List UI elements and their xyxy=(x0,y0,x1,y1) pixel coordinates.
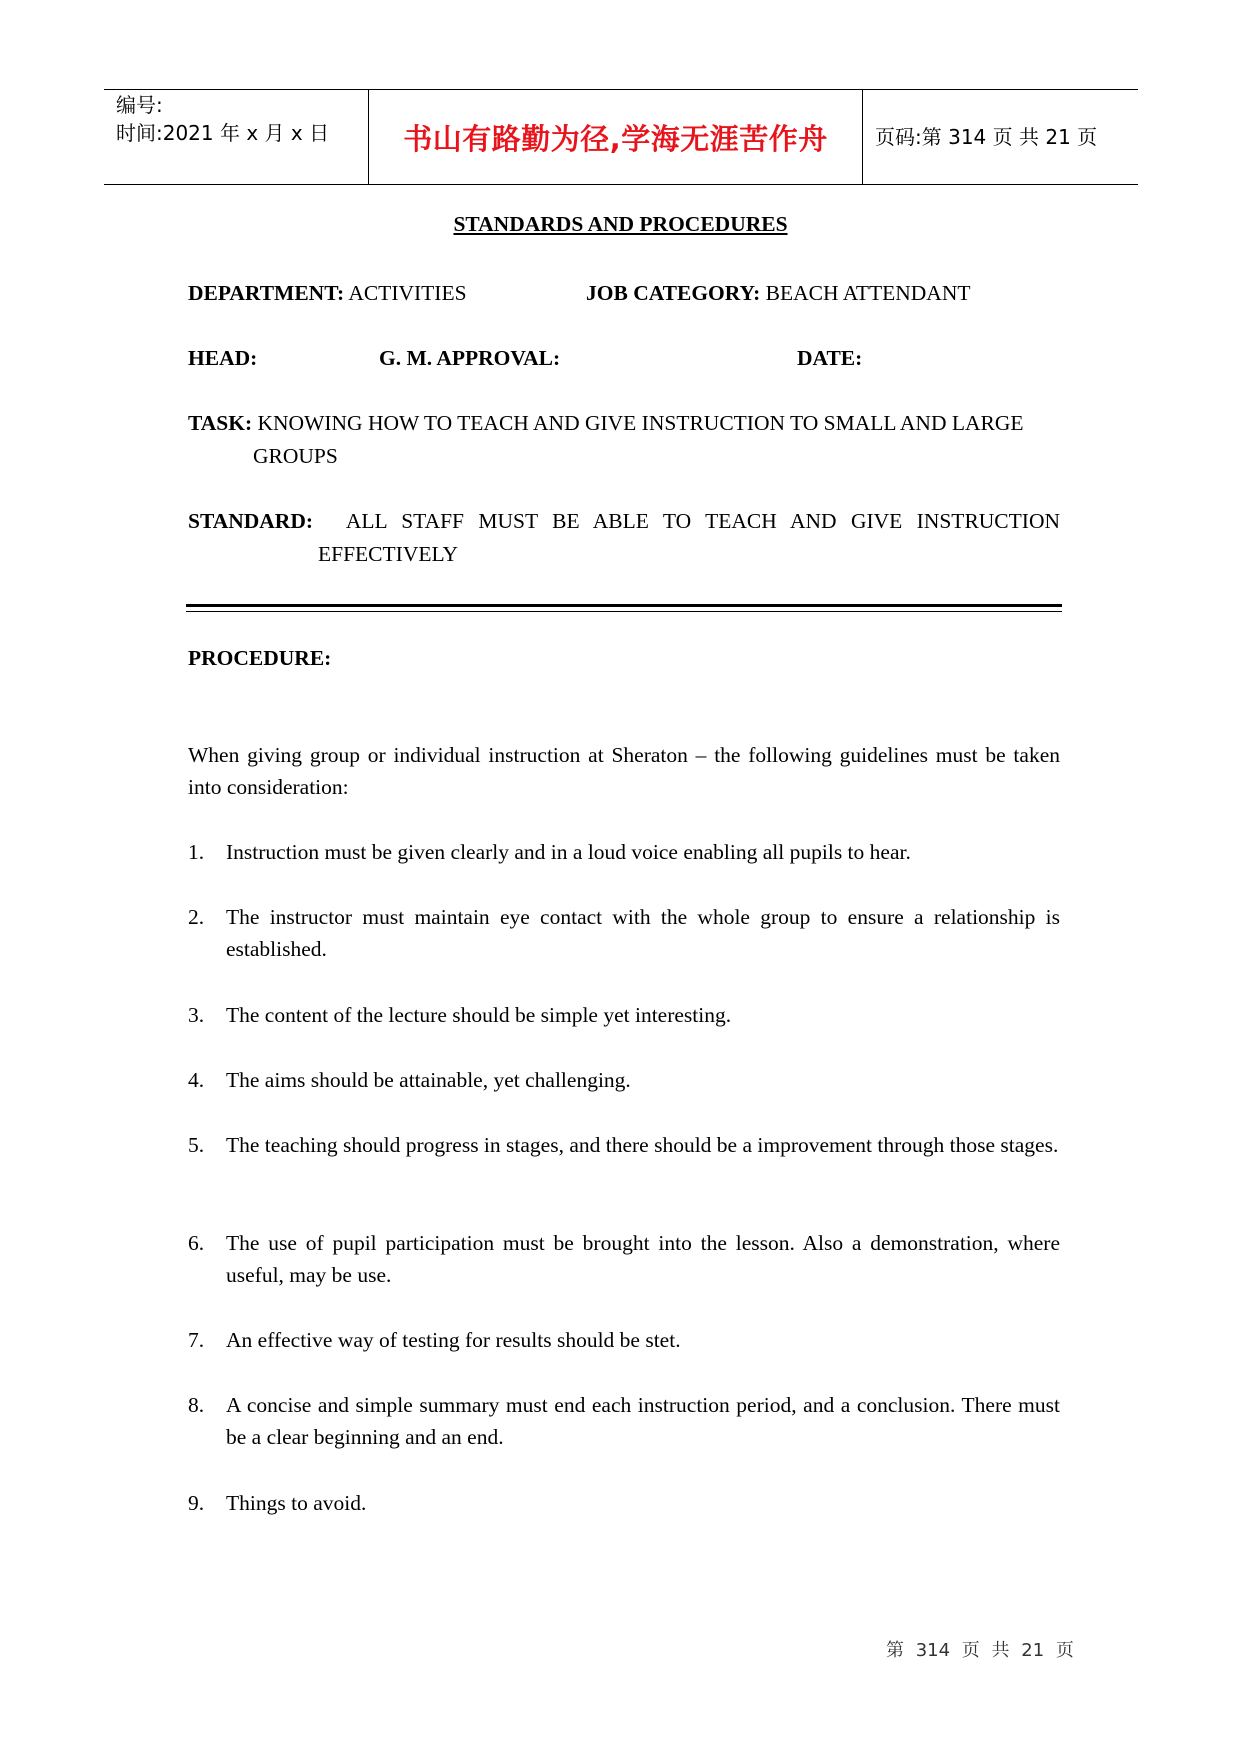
task-text-line2: GROUPS xyxy=(253,444,338,468)
divider-thick xyxy=(186,604,1062,607)
department-value: ACTIVITIES xyxy=(348,281,467,305)
standard-text-line1: ALL STAFF MUST BE ABLE TO TEACH AND GIVE INSTRUCTION xyxy=(345,509,1060,533)
list-item-number: 9. xyxy=(188,1491,205,1515)
date-label: DATE: xyxy=(797,346,863,370)
procedure-label: PROCEDURE: xyxy=(188,646,332,670)
list-item-number: 4. xyxy=(188,1068,205,1092)
list-item-text: The teaching should progress in stages, and there should be a improvement through those stages. xyxy=(226,1133,1059,1157)
header-table xyxy=(104,89,1138,185)
list-item-text: Instruction must be given clearly and in a loud voice enabling all pupils to hear. xyxy=(226,840,911,864)
header-left-cell xyxy=(104,90,369,184)
gm-approval-label: G. M. APPROVAL: xyxy=(379,346,561,370)
task-text-line1: KNOWING HOW TO TEACH AND GIVE INSTRUCTION TO SMALL AND LARGE xyxy=(257,411,1024,435)
page-footer: 第 314 页 共 21 页 xyxy=(886,1640,1074,1661)
header-page-cell xyxy=(863,90,1138,184)
list-item-number: 8. xyxy=(188,1393,205,1417)
job-category-row xyxy=(586,277,970,309)
standard-text-line2: EFFECTIVELY xyxy=(318,542,458,566)
list-item-text: An effective way of testing for results should be stet. xyxy=(226,1328,681,1352)
job-category-label: JOB CATEGORY: xyxy=(586,281,761,305)
motto-text: 书山有路勤为径,学海无涯苦作舟 xyxy=(403,121,828,156)
list-item-text: Things to avoid. xyxy=(226,1491,367,1515)
standard-line1 xyxy=(188,505,1060,537)
list-item-number: 3. xyxy=(188,1003,205,1027)
list-item-text: The aims should be attainable, yet challenging. xyxy=(226,1068,631,1092)
list-item-text: A concise and simple summary must end each instruction period, and a conclusion. There must be a clear beginning and an end. xyxy=(226,1393,1060,1449)
department-row xyxy=(188,277,467,309)
list-item-number: 1. xyxy=(188,840,205,864)
intro-paragraph: When giving group or individual instruction at Sheraton – the following guidelines must be taken into consideration: xyxy=(188,743,1060,799)
head-label: HEAD: xyxy=(188,346,258,370)
list-item-number: 5. xyxy=(188,1133,205,1157)
list-item-number: 2. xyxy=(188,905,205,929)
list-item-number: 7. xyxy=(188,1328,205,1352)
list-item-text: The use of pupil participation must be brought into the lesson. Also a demonstration, where useful, may be use. xyxy=(226,1231,1060,1287)
task-line1 xyxy=(188,407,1024,439)
task-label: TASK: xyxy=(188,411,253,435)
department-label: DEPARTMENT: xyxy=(188,281,345,305)
divider-thin xyxy=(186,611,1062,612)
page-label: 页码:第 314 页 共 21 页 xyxy=(875,124,1098,149)
number-label: 编号: xyxy=(116,93,163,117)
header-motto-cell xyxy=(369,90,863,184)
document-title: STANDARDS AND PROCEDURES xyxy=(453,212,788,236)
list-item-number: 6. xyxy=(188,1231,205,1255)
list-item-text: The instructor must maintain eye contact with the whole group to ensure a relationship is established. xyxy=(226,905,1060,961)
time-label: 时间:2021 年 x 月 x 日 xyxy=(116,121,330,145)
job-category-value: BEACH ATTENDANT xyxy=(765,281,971,305)
standard-label: STANDARD: xyxy=(188,509,314,533)
list-item-text: The content of the lecture should be simple yet interesting. xyxy=(226,1003,732,1027)
